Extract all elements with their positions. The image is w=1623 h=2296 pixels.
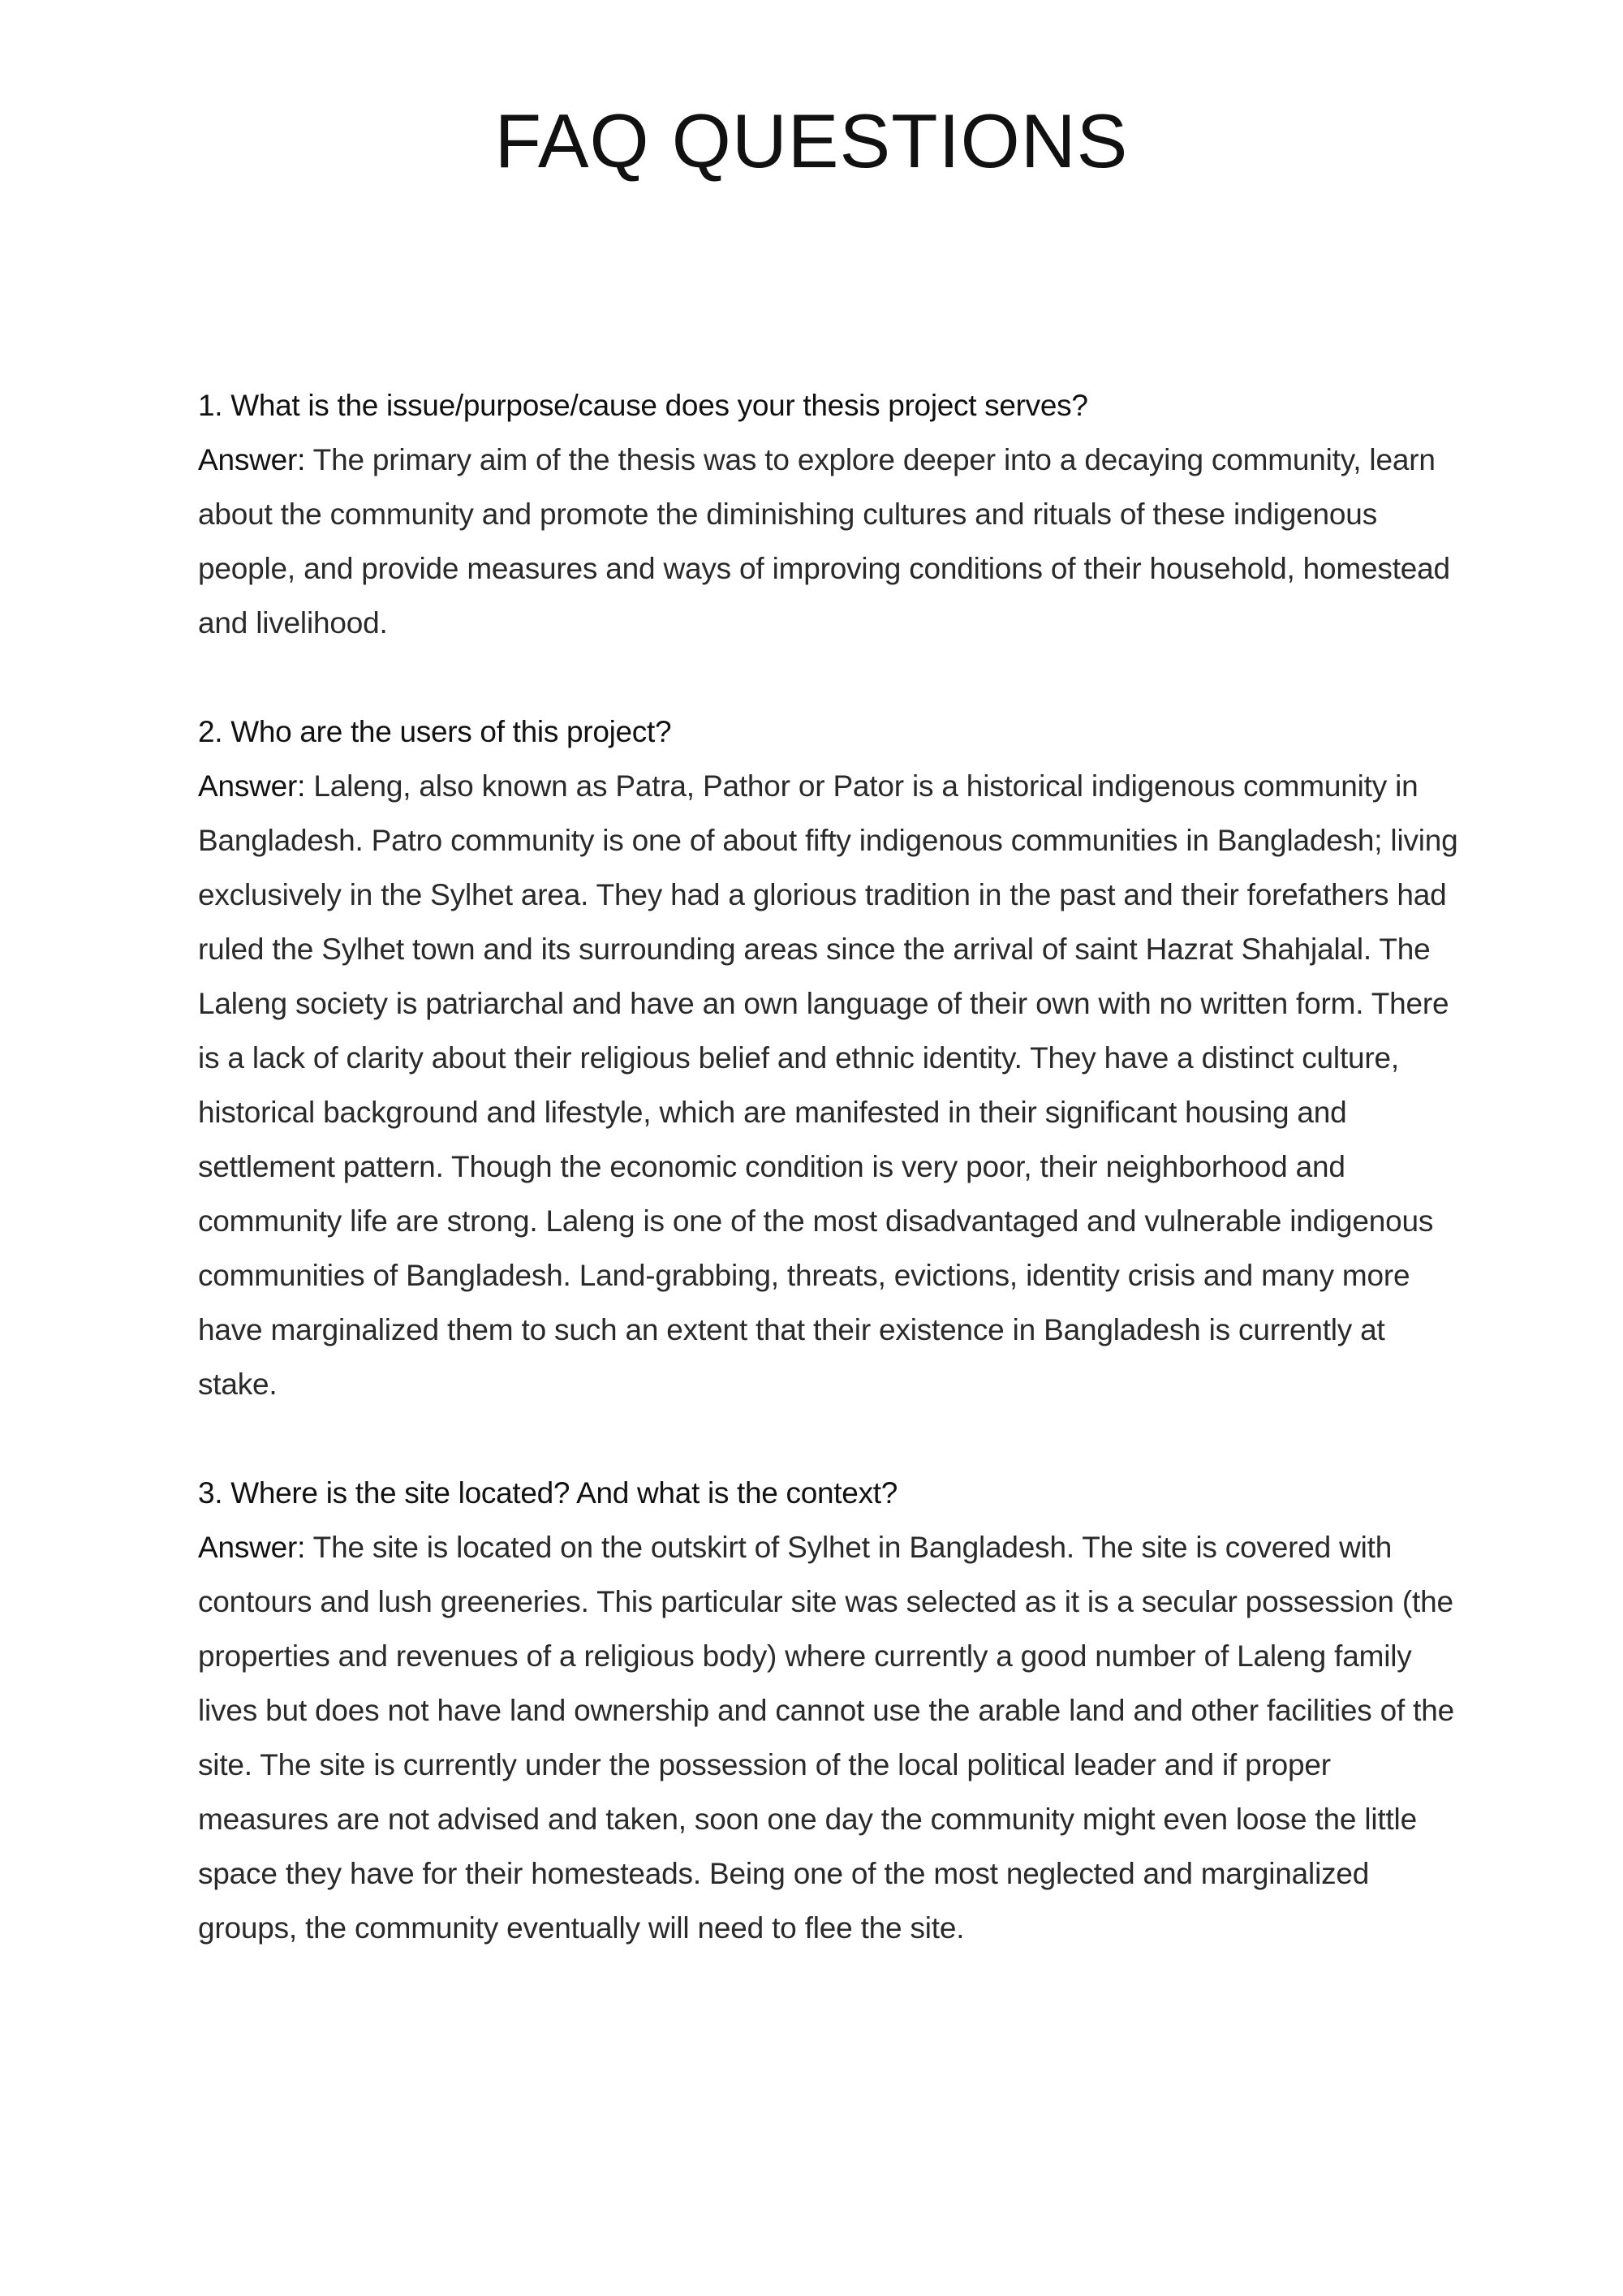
answer-text: The site is located on the outskirt of Sylhet in Bangladesh. The site is covered with contours and lush greeneries. This particular site was selected as it is a secular possession (the properties and revenues of a religious body) where currently a good number of Laleng family lives but does not have land ownership and cannot use the arable land and other facilities of the site. The site is currently under the possession of the local political leader and if proper measures are not advised and taken, soon one day the community might even loose the little space they have for their homesteads. Being one of the most neglected and marginalized groups, the community eventually will need to flee the site. <box>198 1531 1454 1945</box>
faq-list <box>198 378 1464 2010</box>
answer-text: Laleng, also known as Patra, Pathor or Pator is a historical indigenous community in Bangladesh. Patro community is one of about fifty indigenous communities in Bangladesh; living exclusively in the Sylhet area. They had a glorious tradition in the past and their forefathers had ruled the Sylhet town and its surrounding areas since the arrival of saint Hazrat Shahjalal. The Laleng society is patriarchal and have an own language of their own with no written form. There is a lack of clarity about their religious belief and ethnic identity. They have a distinct culture, historical background and lifestyle, which are manifested in their significant housing and settlement pattern. Though the economic condition is very poor, their neighborhood and community life are strong. Laleng is one of the most disadvantaged and vulnerable indigenous communities of Bangladesh. Land-grabbing, threats, evictions, identity crisis and many more have marginalized them to such an extent that their existence in Bangladesh is currently at stake. <box>198 769 1458 1401</box>
faq-item-3 <box>198 1466 1464 1955</box>
faq-question: 1. What is the issue/purpose/cause does your thesis project serves? <box>198 389 1088 422</box>
faq-answer <box>198 1520 1464 1955</box>
answer-label: Answer: <box>198 769 306 803</box>
faq-answer <box>198 433 1464 650</box>
answer-text: The primary aim of the thesis was to explore deeper into a decaying community, learn about the community and promote the diminishing cultures and rituals of these indigenous people, and provide measures and ways of improving conditions of their household, homestead and livelihood. <box>198 443 1450 640</box>
page-title: FAQ QUESTIONS <box>494 98 1129 183</box>
faq-question: 3. Where is the site located? And what is the context? <box>198 1476 898 1510</box>
answer-label: Answer: <box>198 443 306 476</box>
faq-item-2 <box>198 704 1464 1411</box>
faq-answer <box>198 759 1464 1411</box>
faq-question: 2. Who are the users of this project? <box>198 715 672 748</box>
faq-item-1 <box>198 378 1464 650</box>
answer-label: Answer: <box>198 1531 306 1564</box>
